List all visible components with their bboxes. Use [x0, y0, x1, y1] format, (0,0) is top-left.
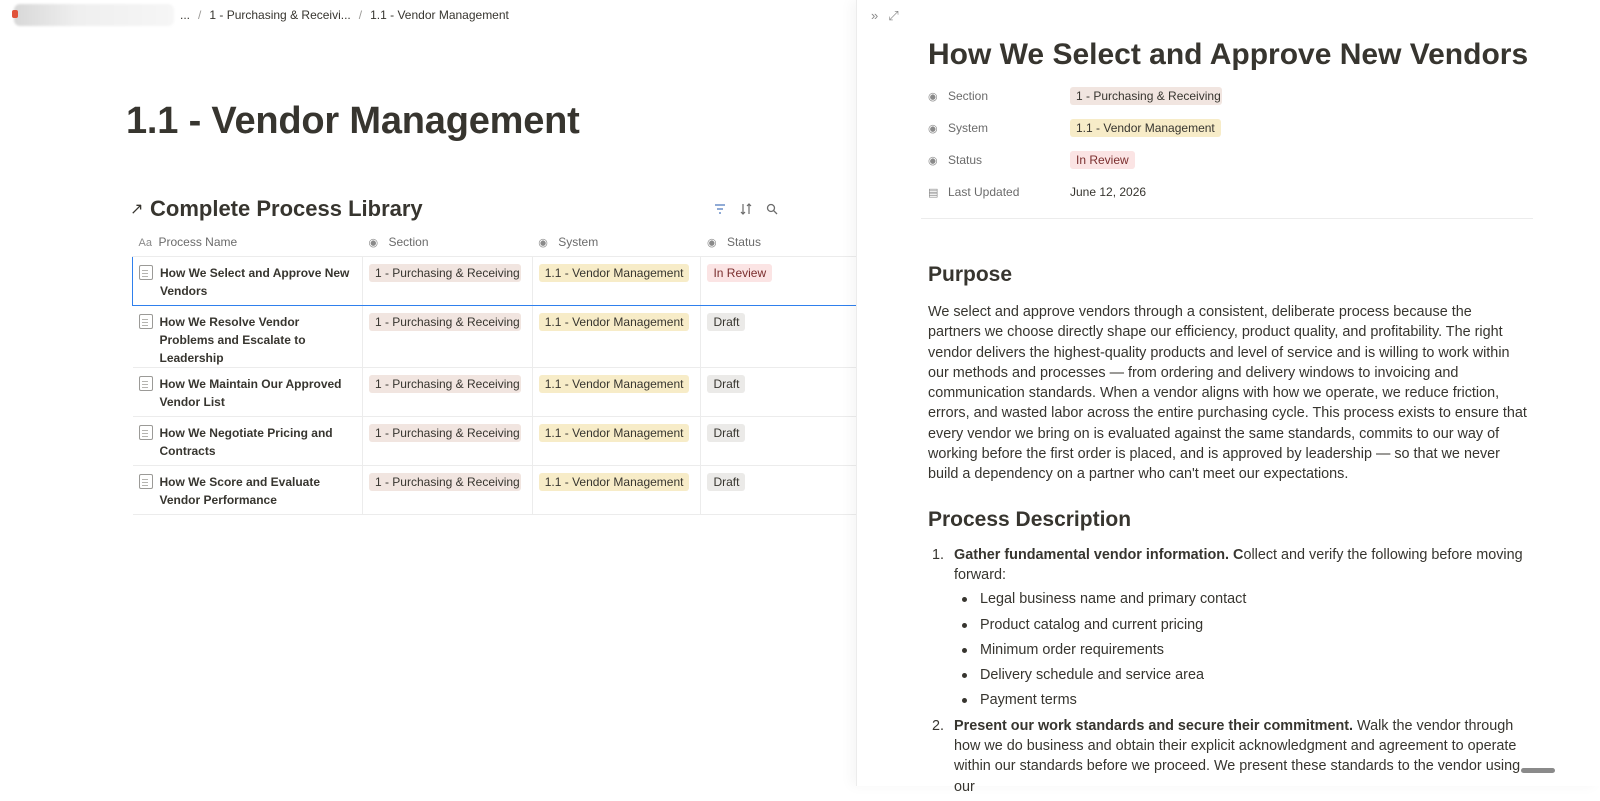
- page-title: 1.1 - Vendor Management: [126, 100, 580, 142]
- step-number: 2.: [932, 717, 945, 734]
- page-icon: [139, 265, 153, 280]
- property-label: System: [948, 121, 989, 135]
- section-tag: 1 - Purchasing & Receiving: [369, 424, 521, 442]
- sort-icon[interactable]: [740, 202, 752, 216]
- process-name[interactable]: How We Resolve Vendor Problems and Escalate to Leadership: [159, 314, 306, 365]
- table-row[interactable]: [133, 465, 858, 514]
- select-property-icon: ◉: [928, 90, 938, 103]
- step-text: Walk the vendor through how we do business and obtain their explicit acknowledgment and agreement to operate within our standards before we proceed. We present these standards to the vendor using our: [954, 717, 1521, 795]
- select-property-icon: ◉: [538, 236, 548, 249]
- section-tag: 1 - Purchasing & Receiving: [369, 264, 521, 282]
- column-header-name[interactable]: Aa Process Name: [133, 228, 363, 256]
- column-header-section[interactable]: ◉ Section: [362, 228, 532, 256]
- status-property-icon: ◉: [928, 154, 938, 167]
- property-label: Last Updated: [948, 185, 1020, 199]
- purpose-heading: Purpose: [928, 263, 1013, 286]
- database-toolbar: [714, 202, 778, 216]
- list-item: Payment terms: [954, 690, 1528, 710]
- process-name[interactable]: How We Maintain Our Approved Vendor List: [159, 376, 342, 409]
- workspace-icon: [12, 10, 18, 18]
- process-table: [132, 228, 857, 515]
- property-label: Section: [948, 89, 989, 103]
- page-icon: [139, 474, 153, 489]
- list-item: Minimum order requirements: [954, 640, 1528, 660]
- list-item: Product catalog and current pricing: [954, 615, 1528, 635]
- text-property-icon: Aa: [138, 236, 152, 249]
- process-step: [928, 716, 1528, 797]
- system-tag: 1.1 - Vendor Management: [539, 424, 690, 442]
- property-system[interactable]: [928, 112, 1528, 144]
- process-name[interactable]: How We Negotiate Pricing and Contracts: [159, 425, 333, 458]
- filter-icon[interactable]: [714, 202, 726, 216]
- select-property-icon: ◉: [928, 122, 938, 135]
- peek-panel: [857, 0, 1600, 795]
- page-icon: [139, 425, 153, 440]
- process-name[interactable]: How We Select and Approve New Vendors: [160, 265, 350, 298]
- table-row[interactable]: [133, 305, 858, 367]
- page-content[interactable]: [928, 262, 1528, 801]
- divider: [921, 218, 1533, 219]
- purpose-paragraph: We select and approve vendors through a consistent, deliberate process because the partners we choose directly shape our efficiency, product quality, and profitability. The right vendor delivers the highest-quality products and level of service and is willing to work within our methods and processes — from ordering and delivery windows to invoicing and communication standards. When a vendor aligns with how we operate, we reduce friction, errors, and wasted labor across the entire purchasing cycle. This process exists to ensure that every vendor we bring on is evaluated against the same standards, commits to our way of working before the first order is placed, and is approved by leadership — so that we never build a dependency on a partner who can't meet our expectations.: [928, 304, 1527, 483]
- column-header-system[interactable]: ◉ System: [532, 228, 701, 256]
- workspace-crumb-blurred[interactable]: [14, 4, 174, 26]
- system-tag: 1.1 - Vendor Management: [539, 313, 690, 331]
- table-row[interactable]: [133, 256, 858, 305]
- section-tag: 1 - Purchasing & Receiving: [369, 375, 521, 393]
- process-description-heading: Process Description: [928, 507, 1132, 531]
- process-name[interactable]: How We Score and Evaluate Vendor Performance: [159, 474, 320, 507]
- list-item: Delivery schedule and service area: [954, 665, 1528, 685]
- select-property-icon: ◉: [368, 236, 379, 249]
- close-panel-icon[interactable]: »: [871, 8, 879, 23]
- status-badge: Draft: [707, 375, 745, 393]
- breadcrumb: [180, 8, 509, 22]
- page-properties: [928, 80, 1528, 208]
- step-text: ollect and verify the following before moving forward:: [954, 546, 1523, 583]
- status-badge: Draft: [707, 473, 745, 491]
- step-title: Present our work standards and secure their commitment.: [954, 717, 1354, 734]
- property-status[interactable]: [928, 144, 1528, 176]
- system-tag: 1.1 - Vendor Management: [539, 473, 690, 491]
- linked-arrow-icon: ↗: [130, 201, 144, 218]
- section-tag: 1 - Purchasing & Receiving: [369, 473, 521, 491]
- property-section[interactable]: [928, 80, 1528, 112]
- step-title: Gather fundamental vendor information. C: [954, 546, 1244, 563]
- breadcrumb-item-section[interactable]: 1 - Purchasing & Receivi...: [209, 8, 351, 22]
- scrollbar-thumb[interactable]: [1521, 768, 1555, 773]
- database-title[interactable]: Complete Process Library: [150, 196, 423, 221]
- search-icon[interactable]: [766, 202, 778, 216]
- date-value: June 12, 2026: [1070, 185, 1147, 199]
- table-row[interactable]: [133, 367, 858, 416]
- panel-page-title[interactable]: How We Select and Approve New Vendors: [928, 38, 1529, 71]
- page-icon: [139, 314, 153, 329]
- process-steps: [928, 545, 1528, 797]
- breadcrumb-ellipsis[interactable]: ...: [180, 8, 191, 22]
- system-tag: 1.1 - Vendor Management: [539, 375, 690, 393]
- property-label: Status: [948, 153, 983, 167]
- status-badge: Draft: [707, 424, 745, 442]
- property-last-updated[interactable]: [928, 176, 1528, 208]
- list-item: Legal business name and primary contact: [954, 589, 1528, 609]
- section-tag: 1 - Purchasing & Receiving: [1070, 87, 1222, 105]
- expand-icon[interactable]: ⤢: [888, 8, 899, 23]
- breadcrumb-item-system[interactable]: 1.1 - Vendor Management: [370, 8, 509, 22]
- system-tag: 1.1 - Vendor Management: [1070, 119, 1221, 137]
- table-row[interactable]: [133, 416, 858, 465]
- status-badge: In Review: [1070, 151, 1135, 169]
- breadcrumb-separator: /: [198, 8, 202, 22]
- panel-controls: [871, 8, 899, 24]
- status-badge: In Review: [707, 264, 772, 282]
- table-header-row: [133, 228, 858, 256]
- page-icon: [139, 376, 153, 391]
- status-property-icon: ◉: [706, 236, 717, 249]
- database-header: [130, 194, 780, 224]
- step-bullets: [954, 589, 1528, 710]
- status-badge: Draft: [707, 313, 745, 331]
- column-header-status[interactable]: ◉ Status: [701, 228, 857, 256]
- breadcrumb-separator: /: [358, 8, 363, 22]
- process-step: [928, 545, 1528, 711]
- section-tag: 1 - Purchasing & Receiving: [369, 313, 521, 331]
- step-number: 1.: [932, 546, 945, 563]
- top-bar: [0, 0, 857, 30]
- calendar-icon: ▤: [928, 186, 939, 199]
- system-tag: 1.1 - Vendor Management: [539, 264, 690, 282]
